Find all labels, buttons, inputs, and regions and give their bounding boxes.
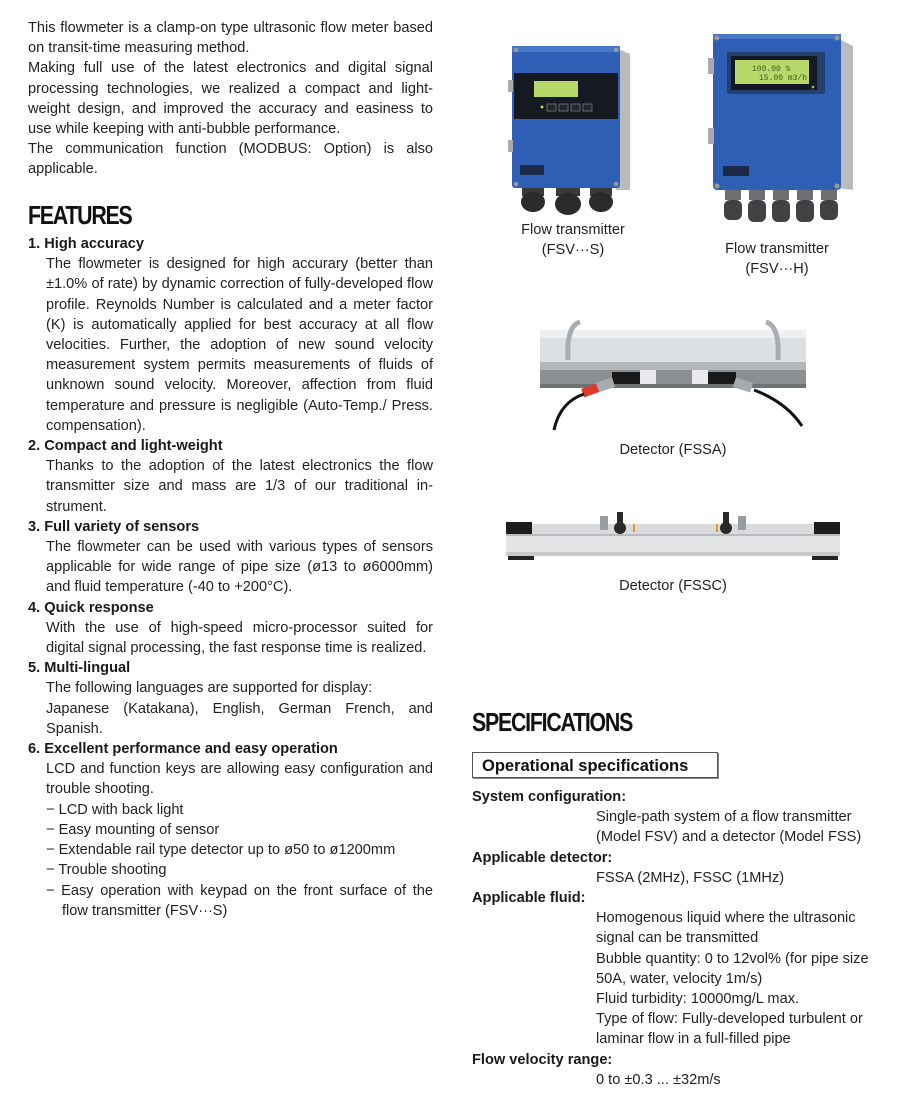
- feature-item: [28, 598, 433, 659]
- spec-value: Fluid turbidity: 10000mg/L max.: [596, 991, 800, 1008]
- spec-item: [472, 787, 882, 848]
- figure-caption: Flow transmitter: [521, 222, 625, 238]
- figure-caption: Detector (FSSC): [619, 578, 727, 594]
- spec-label: Flow velocity range:: [472, 1051, 613, 1068]
- feature-body: The flowmeter is designed for high accurary (better than ±1.0% of rate) by dynamic correction of fully-developed flow profile. Reynolds Number is calculated and a meter factor (K) is automatically applied for best accuracy at all flow velocities. Further, the adoption of new sound velocity measurement system permits measurements of fluids of unknown sound velocity. Moreover, affection from fluid temperature and pressure is negligible (Auto-Temp./ Press. compensation).: [46, 256, 433, 434]
- spec-item: [472, 1050, 882, 1090]
- figure-fsv-s: [498, 40, 648, 260]
- feature-body-line: Japanese (Katakana), English, German French, and Spanish.: [46, 700, 433, 737]
- intro-paragraph: The communication function (MODBUS: Option) is also applicable.: [28, 141, 433, 178]
- feature-item: [28, 436, 433, 517]
- intro-paragraph: Making full use of the latest electronics and digital signal processing technologies, we realized a compact and light-weight design, and improved the accuracy and easiness to use while keeping with anti-bubble performance.: [28, 60, 433, 138]
- feature-item: [28, 739, 433, 921]
- feature-body: LCD and function keys are allowing easy configuration and trouble shooting.: [46, 761, 433, 798]
- figure-caption: (FSV···H): [745, 261, 809, 277]
- fssa-detector-image: [540, 318, 806, 434]
- lcd-display: [534, 81, 578, 97]
- spec-value: Single-path system of a flow transmitter (Model FSV) and a detector (Model FSS): [596, 809, 862, 846]
- feature-body: Thanks to the adoption of the latest electronics the flow transmitter size and mass are 1/3 of our traditional in-strument.: [46, 458, 433, 515]
- fssc-detector-image: [506, 510, 840, 562]
- lcd-line-1: 100.00 %: [752, 65, 791, 74]
- fsv-h-transmitter-image: [697, 28, 857, 236]
- intro-text: [28, 18, 433, 180]
- specifications-list: [472, 787, 882, 1090]
- features-heading: FEATURES: [28, 200, 132, 230]
- figure-fssc: [506, 510, 840, 596]
- spec-value: Bubble quantity: 0 to 12vol% (for pipe size 50A, water, velocity 1m/s): [596, 950, 869, 987]
- spec-label: Applicable detector:: [472, 849, 613, 866]
- bullet-item: − Trouble shooting: [46, 862, 167, 879]
- bullet-item: − LCD with back light: [46, 801, 184, 818]
- figure-fssa: [540, 318, 806, 460]
- spec-value: 0 to ±0.3 ... ±32m/s: [596, 1071, 721, 1088]
- figure-caption: Detector (FSSA): [619, 442, 727, 458]
- bullet-item: − Easy mounting of sensor: [46, 821, 220, 838]
- operational-specifications-box: Operational specifications: [472, 752, 718, 778]
- feature-heading: 4. Quick response: [28, 599, 154, 616]
- feature-item: [28, 234, 433, 436]
- spec-item: [472, 848, 882, 888]
- feature-item: [28, 658, 433, 739]
- spec-item: [472, 888, 882, 1050]
- lcd-line-2: 15.00 m3/h: [759, 74, 808, 83]
- features-list: [28, 234, 433, 921]
- feature-heading: 3. Full variety of sensors: [28, 518, 200, 535]
- feature-heading: 1. High accuracy: [28, 236, 144, 252]
- feature-heading: 5. Multi-lingual: [28, 660, 131, 677]
- spec-label: System configuration:: [472, 789, 627, 805]
- feature-body: The flowmeter can be used with various types of sensors applicable for wide range of pipe size (ø13 to ø6000mm) and fluid temperature (-40 to +200°C).: [46, 539, 433, 596]
- spec-value: FSSA (2MHz), FSSC (1MHz): [596, 869, 785, 886]
- figure-caption: Flow transmitter: [725, 241, 829, 257]
- feature-body-line: The following languages are supported for display:: [46, 680, 373, 697]
- spec-label: Applicable fluid:: [472, 890, 586, 907]
- specifications-heading: SPECIFICATIONS: [472, 707, 633, 737]
- spec-value: Homogenous liquid where the ultrasonic signal can be transmitted: [596, 910, 856, 947]
- feature-body: With the use of high-speed micro-processor suited for digital signal processing, the fast response time is realized.: [46, 619, 433, 657]
- feature-heading: 6. Excellent performance and easy operation: [28, 741, 338, 758]
- feature-heading: 2. Compact and light-weight: [28, 438, 223, 455]
- fsv-s-transmitter-image: [498, 40, 648, 218]
- intro-paragraph: This flowmeter is a clamp-on type ultrasonic flow meter based on transit-time measuring method.: [28, 20, 433, 57]
- bullet-item: − Easy operation with keypad on the front surface of the flow transmitter (FSV···S): [46, 882, 433, 919]
- spec-value: Type of flow: Fully-developed turbulent or laminar flow in a full-filled pipe: [596, 1011, 863, 1048]
- figure-fsv-h: [697, 28, 857, 279]
- bullet-item: − Extendable rail type detector up to ø50 to ø1200mm: [46, 842, 396, 859]
- feature-item: [28, 517, 433, 598]
- figure-caption: (FSV···S): [541, 242, 605, 258]
